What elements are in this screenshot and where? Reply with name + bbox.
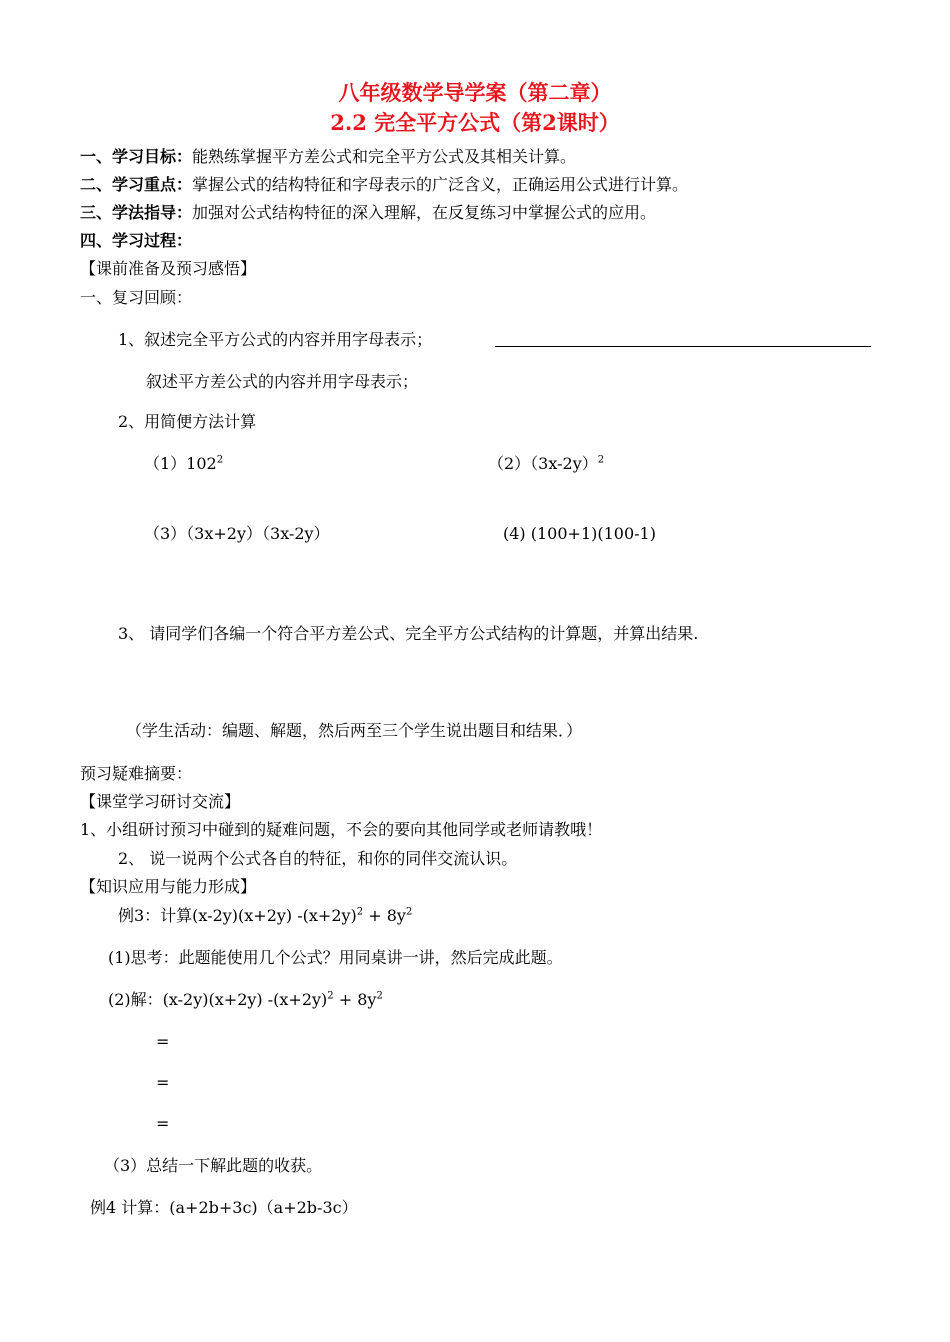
method-label: 三、学法指导： — [80, 203, 193, 222]
example-3 — [118, 906, 412, 925]
goal-label: 一、学习目标： — [80, 147, 193, 166]
think-prompt: (1)思考：此题能使用几个公式？用同桌讲一讲，然后完成此题。 — [108, 948, 563, 967]
method-text: 加强对公式结构特征的深入理解，在反复练习中掌握公式的应用。 — [192, 203, 657, 222]
calc-1 — [144, 454, 223, 473]
learning-goal — [80, 147, 576, 166]
question-1b: 叙述平方差公式的内容并用字母表示； — [146, 372, 419, 391]
answer-blank — [495, 346, 871, 347]
solution-exponent-1: 2 — [327, 990, 334, 1002]
solution-part-a: (2)解：(x-2y)(x+2y) -(x+2y) — [108, 990, 328, 1009]
learning-process: 四、学习过程： — [80, 231, 193, 250]
question-3: 3、 请同学们各编一个符合平方差公式、完全平方公式结构的计算题，并算出结果. — [118, 624, 699, 643]
learning-method — [80, 203, 656, 222]
calc-1-exponent: 2 — [216, 454, 224, 466]
focus-label: 二、学习重点： — [80, 175, 193, 194]
calc-2-exponent: 2 — [597, 454, 605, 466]
difficulty-summary: 预习疑难摘要： — [80, 764, 193, 783]
equals-step-1: = — [156, 1032, 170, 1051]
classroom-item-2: 2、 说一说两个公式各自的特征，和你的同伴交流认识。 — [118, 849, 518, 868]
example-4: 例4 计算：(a+2b+3c)（a+2b-3c） — [90, 1198, 358, 1217]
question-2: 2、用简便方法计算 — [118, 412, 257, 431]
focus-text: 掌握公式的结构特征和字母表示的广泛含义，正确运用公式进行计算。 — [192, 175, 689, 194]
student-activity: （学生活动：编题、解题，然后两至三个学生说出题目和结果．） — [126, 721, 583, 740]
solution-line — [108, 990, 383, 1009]
prep-header: 【课前准备及预习感悟】 — [80, 259, 257, 278]
solution-part-b: + 8y — [333, 990, 377, 1009]
calc-4: (4) (100+1)(100-1) — [503, 524, 656, 543]
example-3-part-a: 例3：计算(x-2y)(x+2y) -(x+2y) — [118, 906, 357, 925]
summary-prompt: （3）总结一下解此题的收获。 — [104, 1156, 323, 1175]
equals-step-3: = — [156, 1114, 170, 1133]
lesson-title: 2.2 完全平方公式（第2课时） — [330, 110, 620, 135]
calc-2 — [488, 454, 604, 473]
question-1a: 1、叙述完全平方公式的内容并用字母表示； — [118, 330, 433, 349]
classroom-header: 【课堂学习研讨交流】 — [80, 792, 241, 811]
calc-2-base: （2）（3x-2y） — [488, 454, 598, 473]
example-3-exponent-2: 2 — [405, 906, 413, 918]
equals-step-2: = — [156, 1073, 170, 1092]
calc-1-base: （1）102 — [144, 454, 217, 473]
goal-text: 能熟练掌握平方差公式和完全平方公式及其相关计算。 — [192, 147, 577, 166]
application-header: 【知识应用与能力形成】 — [80, 877, 257, 896]
solution-exponent-2: 2 — [376, 990, 383, 1002]
review-heading: 一、复习回顾： — [80, 288, 193, 307]
document-title: 八年级数学导学案（第二章） — [338, 80, 612, 105]
example-3-part-b: + 8y — [363, 906, 406, 925]
classroom-item-1: 1、小组研讨预习中碰到的疑难问题，不会的要向其他同学或老师请教哦！ — [80, 820, 603, 839]
calc-3: （3）（3x+2y）（3x-2y） — [144, 524, 330, 543]
example-3-exponent-1: 2 — [356, 906, 364, 918]
learning-focus — [80, 175, 688, 194]
